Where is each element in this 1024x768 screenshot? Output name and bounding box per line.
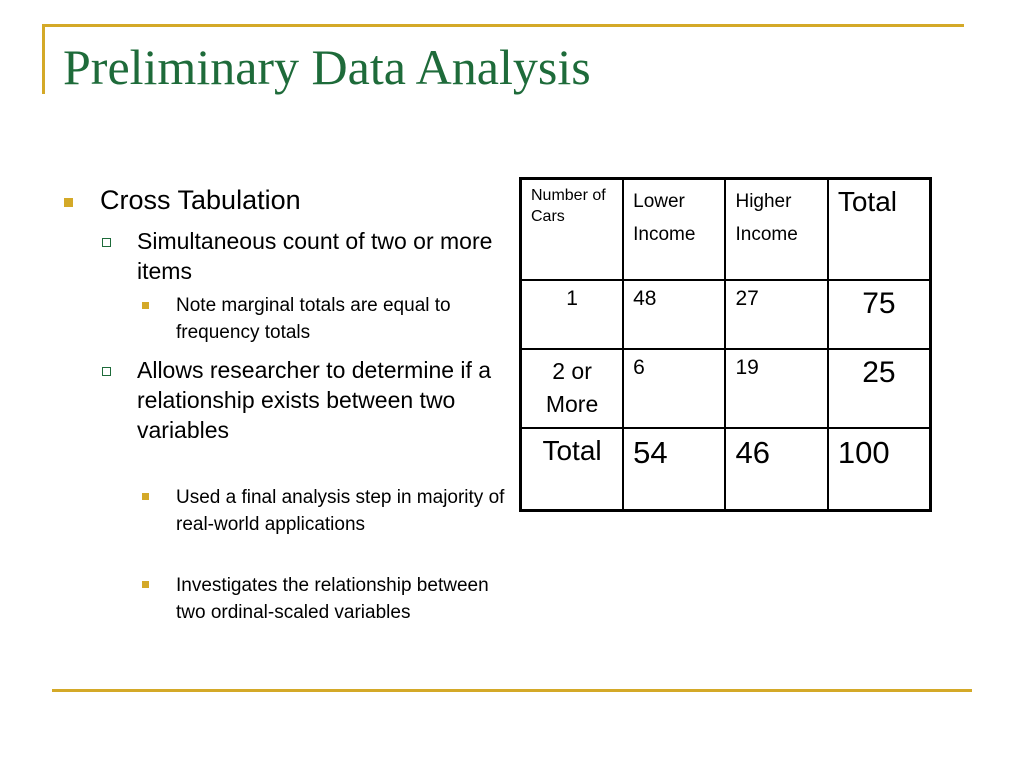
cell-column-total: 54 xyxy=(623,428,725,511)
table-row xyxy=(521,349,931,428)
bullet-allows-researcher: Allows researcher to determine if a relationship exists between two variables xyxy=(137,357,492,443)
hollow-square-bullet-icon xyxy=(102,367,111,376)
cell-row-total: 75 xyxy=(828,280,931,349)
bullet-marginal-totals: Note marginal totals are equal to frequency totals xyxy=(176,295,451,343)
header-number-of-cars: Number of Cars xyxy=(521,179,624,281)
header-total: Total xyxy=(828,179,931,281)
cell-total-label: Total xyxy=(521,428,624,511)
square-bullet-icon xyxy=(142,302,149,309)
header-lower-income: Lower Income xyxy=(623,179,725,281)
square-bullet-icon xyxy=(142,493,149,500)
square-bullet-icon xyxy=(64,198,73,207)
cell-value: 27 xyxy=(725,280,827,349)
bullet-cross-tabulation: Cross Tabulation xyxy=(100,185,301,215)
cell-value: 48 xyxy=(623,280,725,349)
bottom-accent-line xyxy=(52,689,972,692)
cell-row-label: 2 or More xyxy=(521,349,624,428)
cell-row-total: 25 xyxy=(828,349,931,428)
cell-value: 6 xyxy=(623,349,725,428)
bullet-simultaneous-count: Simultaneous count of two or more items xyxy=(137,228,493,284)
header-higher-income: Higher Income xyxy=(725,179,827,281)
cell-grand-total: 100 xyxy=(828,428,931,511)
cross-tabulation-table xyxy=(519,177,932,512)
bullet-list xyxy=(0,0,520,700)
square-bullet-icon xyxy=(142,581,149,588)
table-row xyxy=(521,280,931,349)
bullet-final-analysis: Used a final analysis step in majority of real-world applications xyxy=(176,487,505,535)
slide-title: Preliminary Data Analysis xyxy=(63,39,591,95)
cell-row-label: 1 xyxy=(521,280,624,349)
table-total-row xyxy=(521,428,931,511)
bullet-ordinal-scaled: Investigates the relationship between two ordinal-scaled variables xyxy=(176,575,489,623)
cell-column-total: 46 xyxy=(725,428,827,511)
table-header-row xyxy=(521,179,931,281)
hollow-square-bullet-icon xyxy=(102,238,111,247)
cell-value: 19 xyxy=(725,349,827,428)
